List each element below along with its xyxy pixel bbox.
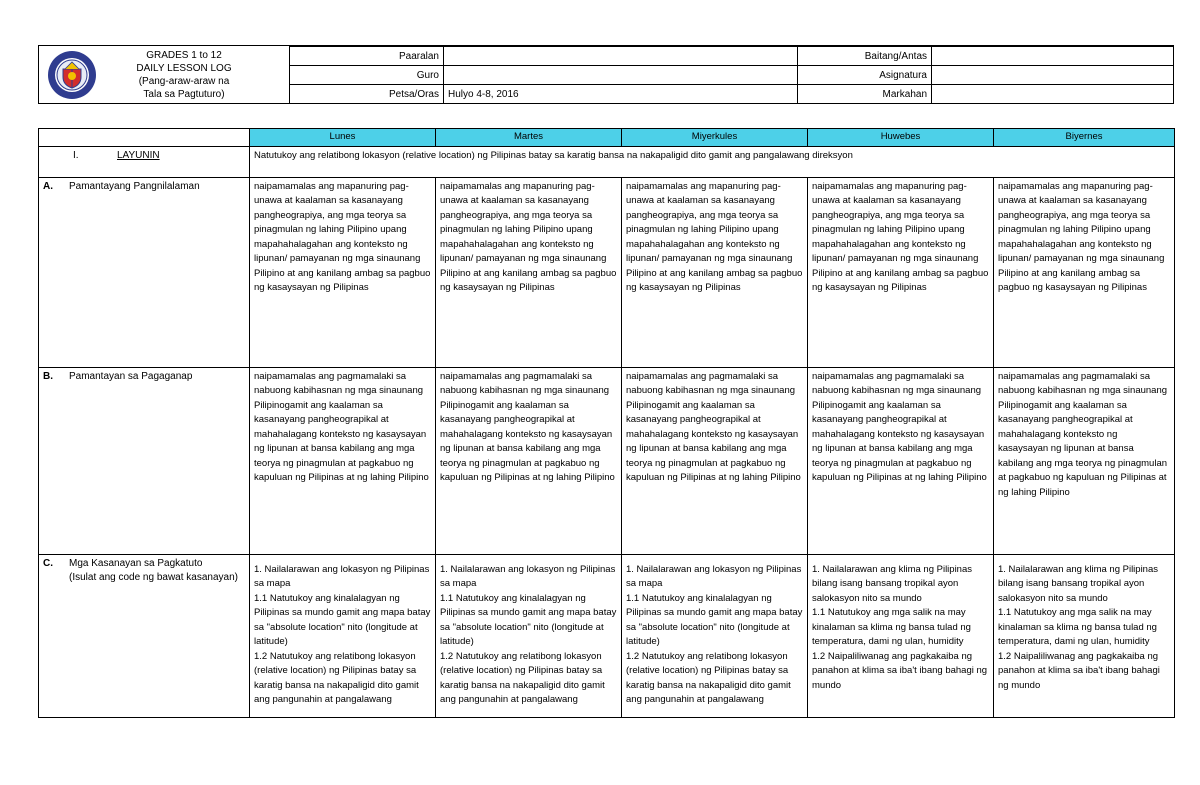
section-letter: A.: [43, 180, 53, 192]
section-row-c: [39, 554, 1175, 717]
section-row-b: [39, 367, 1175, 554]
lunes-cell: [250, 554, 436, 717]
baitang-label: Baitang/Antas: [798, 47, 932, 66]
title-line: GRADES 1 to 12: [146, 50, 222, 61]
layunin-text: Natutukoy ang relatibong lokasyon (relative location) ng Pilipinas batay sa karatig bansa na nakapaligid dito gamit ang pangalawang direksyon: [250, 146, 1175, 177]
martes-cell: naipamamalas ang mapanuring pag-unawa at kaalaman sa kasanayang pangheograpiya, ang mga teorya sa pinagmulan ng lahing Pilipino upang mapahahalagahan ang konteksto ng lipunan/ pamayanan ng mga sinaunang Pilipino at ang kanilang ambag sa pagbuo ng kasaysayan ng Pilipinas: [436, 177, 622, 367]
title-line: (Pang-araw-araw na: [138, 76, 230, 87]
markahan-label: Markahan: [798, 85, 932, 104]
layunin-row: [39, 146, 1175, 177]
miyerkules-cell-text: 1. Nailalarawan ang lokasyon ng Pilipinas sa mapa 1.1 Natutukoy ang kinalalagyan ng Pilipinas sa mundo gamit ang mapa batay sa "absolute location" nito (longitude at latitude) 1.2 Natutukoy ang relatibong lokasyon (relative location) ng Pilipinas batay sa karatig bansa na nakapaligid dito gamit ang pangunahin at pangalawang: [626, 563, 803, 705]
title-line: DAILY LESSON LOG: [136, 63, 232, 74]
guro-label: Guro: [290, 66, 444, 85]
asignatura-label: Asignatura: [798, 66, 932, 85]
miyerkules-cell: naipamamalas ang mapanuring pag-unawa at kaalaman sa kasanayang pangheograpiya, ang mga teorya sa pinagmulan ng lahing Pilipino upang mapahahalagahan ang konteksto ng lipunan/ pamayanan ng mga sinaunang Pilipino at ang kanilang ambag sa pagbuo ng kasaysayan ng Pilipinas: [622, 177, 808, 367]
section-label: Pamantayang Pangnilalaman: [69, 180, 200, 192]
martes-cell-text: 1. Nailalarawan ang lokasyon ng Pilipinas sa mapa 1.1 Natutukoy ang kinalalagyan ng Pilipinas sa mundo gamit ang mapa batay sa "absolute location" nito (longitude at latitude) 1.2 Natutukoy ang relatibong lokasyon (relative location) ng Pilipinas batay sa karatig bansa na nakapaligid dito gamit ang pangunahin at pangalawang: [440, 563, 617, 705]
lunes-cell-text: 1. Nailalarawan ang lokasyon ng Pilipinas sa mapa 1.1 Natutukoy ang kinalalagyan ng Pilipinas sa mundo gamit ang mapa batay sa "absolute location" nito (longitude at latitude) 1.2 Natutukoy ang relatibong lokasyon (relative location) ng Pilipinas batay sa karatig bansa na nakapaligid dito gamit ang pangunahin at pangalawang: [254, 563, 431, 705]
day-header-martes: Martes: [436, 129, 622, 147]
paaralan-value[interactable]: [444, 47, 798, 66]
lesson-log-header: [38, 45, 1174, 104]
day-header-lunes: Lunes: [250, 129, 436, 147]
lunes-cell: naipamamalas ang pagmamalaki sa nabuong kabihasnan ng mga sinaunang Pilipinogamit ang kaalaman sa kasanayang pangheograpikal at mahahalagang konteksto ng kasaysayan ng lipunan at bansa kabilang ang mga teorya ng pinagmulan at pagkabuo ng kapuluan ng Pilipinas at ng lahing Pilipino: [250, 367, 436, 554]
biyernes-cell-text: 1. Nailalarawan ang klima ng Pilipinas bilang isang bansang tropikal ayon salokasyon nito sa mundo 1.1 Natutukoy ang mga salik na may kinalaman sa klima ng bansa tulad ng temperatura, dami ng ulan, humidity 1.2 Naipaliliwanag ang pagkakaiba ng panahon at klima sa iba't ibang bahagi ng mundo: [998, 563, 1160, 691]
martes-cell: [436, 554, 622, 717]
section-letter: C.: [43, 557, 53, 569]
martes-cell: naipamamalas ang pagmamalaki sa nabuong kabihasnan ng mga sinaunang Pilipinogamit ang kaalaman sa kasanayang pangheograpikal at mahahalagang konteksto ng kasaysayan ng lipunan at bansa kabilang ang mga teorya ng pinagmulan at pagkabuo ng kapuluan ng Pilipinas at ng lahing Pilipino: [436, 367, 622, 554]
day-header-huwebes: Huwebes: [808, 129, 994, 147]
asignatura-value[interactable]: [932, 66, 1174, 85]
section-label: Mga Kasanayan sa Pagkatuto: [69, 557, 203, 569]
section-label-cell: [39, 367, 250, 554]
day-header-miyerkules: Miyerkules: [622, 129, 808, 147]
title-line: Tala sa Pagtuturo): [143, 89, 225, 100]
miyerkules-cell: [622, 554, 808, 717]
day-header-biyernes: Biyernes: [994, 129, 1175, 147]
section-letter: B.: [43, 370, 53, 382]
huwebes-cell: [808, 554, 994, 717]
layunin-number: I.: [73, 149, 79, 161]
huwebes-cell: naipamamalas ang mapanuring pag-unawa at kaalaman sa kasanayang pangheograpiya, ang mga teorya sa pinagmulan ng lahing Pilipino upang mapahahalagahan ang konteksto ng lipunan/ pamayanan ng mga sinaunang Pilipino at ang kanilang ambag sa pagbuo ng kasaysayan ng Pilipinas: [808, 177, 994, 367]
biyernes-cell: naipamamalas ang pagmamalaki sa nabuong kabihasnan ng mga sinaunang Pilipinogamit ang kaalaman sa kasanayang pangheograpikal at mahahalagang konteksto ng kasaysayan ng lipunan at bansa kabilang ang mga teorya ng pinagmulan at pagkabuo ng kapuluan ng Pilipinas at ng lahing Pilipino: [994, 367, 1175, 554]
biyernes-cell: [994, 554, 1175, 717]
baitang-value[interactable]: [932, 47, 1174, 66]
guro-value[interactable]: [444, 66, 798, 85]
header-title: [109, 49, 259, 101]
layunin-label: LAYUNIN: [117, 149, 160, 161]
section-label-cell: [39, 554, 250, 717]
biyernes-cell: naipamamalas ang mapanuring pag-unawa at kaalaman sa kasanayang pangheograpiya, ang mga teorya sa pinagmulan ng lahing Pilipino upang mapahahalagahan ang konteksto ng lipunan/ pamayanan ng mga sinaunang Pilipino at ang kanilang ambag sa pagbuo ng kasaysayan ng Pilipinas: [994, 177, 1175, 367]
section-sublabel: (Isulat ang code ng bawat kasanayan): [69, 572, 238, 583]
huwebes-cell: naipamamalas ang pagmamalaki sa nabuong kabihasnan ng mga sinaunang Pilipinogamit ang kaalaman sa kasanayang pangheograpikal at mahahalagang konteksto ng kasaysayan ng lipunan at bansa kabilang ang mga teorya ng pinagmulan at pagkabuo ng kapuluan ng Pilipinas at ng lahing Pilipino: [808, 367, 994, 554]
miyerkules-cell: naipamamalas ang pagmamalaki sa nabuong kabihasnan ng mga sinaunang Pilipinogamit ang kaalaman sa kasanayang pangheograpikal at mahahalagang konteksto ng kasaysayan ng lipunan at bansa kabilang ang mga teorya ng pinagmulan at pagkabuo ng kapuluan ng Pilipinas at ng lahing Pilipino: [622, 367, 808, 554]
petsa-label: Petsa/Oras: [290, 85, 444, 104]
header-fields: [289, 46, 1174, 104]
section-row-a: [39, 177, 1175, 367]
layunin-label-cell: [39, 146, 250, 177]
lunes-cell: naipamamalas ang mapanuring pag-unawa at kaalaman sa kasanayang pangheograpiya, ang mga teorya sa pinagmulan ng lahing Pilipino upang mapahahalagahan ang konteksto ng lipunan/ pamayanan ng mga sinaunang Pilipino at ang kanilang ambag sa pagbuo ng kasaysayan ng Pilipinas: [250, 177, 436, 367]
petsa-value[interactable]: Hulyo 4-8, 2016: [444, 85, 798, 104]
section-label: Pamantayan sa Pagaganap: [69, 370, 193, 382]
deped-seal-icon: [47, 50, 97, 100]
corner-cell: [39, 129, 250, 147]
paaralan-label: Paaralan: [290, 47, 444, 66]
markahan-value[interactable]: [932, 85, 1174, 104]
day-header-row: [39, 129, 1175, 147]
huwebes-cell-text: 1. Nailalarawan ang klima ng Pilipinas bilang isang bansang tropikal ayon salokasyon nito sa mundo 1.1 Natutukoy ang mga salik na may kinalaman sa klima ng bansa tulad ng temperatura, dami ng ulan, humidity 1.2 Naipaliliwanag ang pagkakaiba ng panahon at klima sa iba't ibang bahagi ng mundo: [812, 563, 988, 691]
lesson-table: [38, 128, 1175, 718]
section-label-cell: [39, 177, 250, 367]
